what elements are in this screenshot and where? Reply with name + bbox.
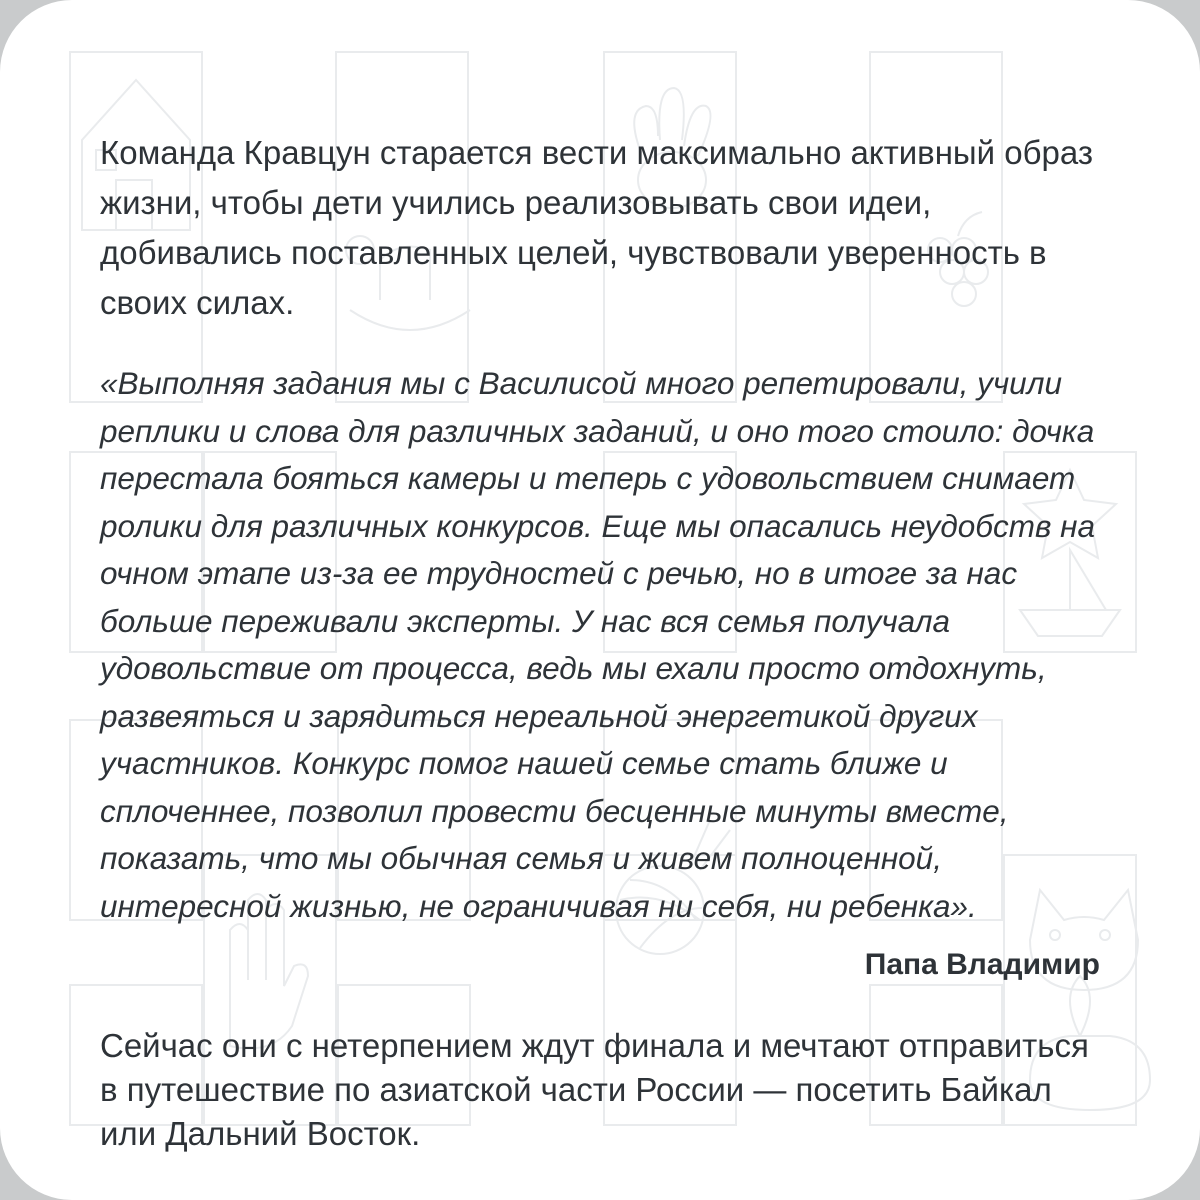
closing-paragraph: Сейчас они с нетерпением ждут финала и мечтают отправиться в путешествие по азиатской части России — посетить Байкал или Дальний Восток. xyxy=(100,1027,1089,1152)
intro-paragraph: Команда Кравцун старается вести максимально активный образ жизни, чтобы дети учились реализовывать свои идеи, добивались поставленных целей, чувствовали уверенность в своих силах. xyxy=(100,134,1093,321)
post-content xyxy=(100,128,1110,1156)
quote-author: Папа Владимир xyxy=(864,948,1100,981)
testimonial-quote: «Выполняя задания мы с Василисой много репетировали, учили реплики и слова для различных заданий, и оно того стоило: дочка перестала бояться камеры и теперь с удовольствием снимает ролики для различных конкурсов. Еще мы опасались неудобств на очном этапе из-за ее трудностей с речью, но в итоге за нас больше переживали эксперты. У нас вся семья получала удовольствие от процесса, ведь мы ехали просто отдохнуть, развеяться и зарядиться нереальной энергетикой других участников. Конкурс помог нашей семье стать ближе и сплоченнее, позволил провести бесценные минуты вместе, показать, что мы обычная семья и живем полноценной, интересной жизнью, не ограничивая ни себя, ни ребенка». xyxy=(100,365,1096,924)
